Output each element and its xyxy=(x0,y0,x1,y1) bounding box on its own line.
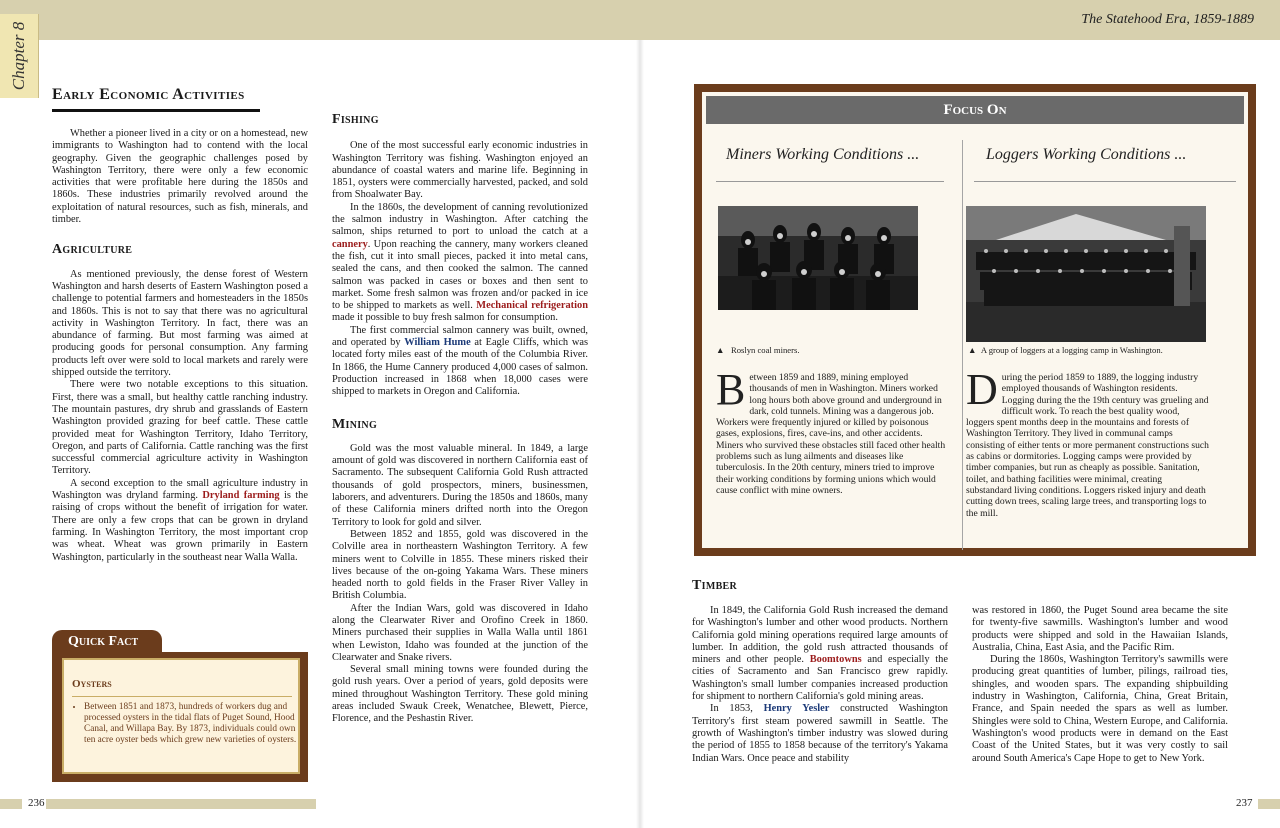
caption-triangle-icon: ▲ xyxy=(716,345,725,355)
timber-p2-part2: was restored in 1860, the Puget Sound area became the site for twenty-five sawmills. Washington's lumber and wood products were shipped and sold in the Hawaiian Islands, Australia, China, East Asia, and the Pacific Rim. xyxy=(972,605,1228,653)
miners-body xyxy=(716,365,948,496)
loggers-body xyxy=(966,365,1210,519)
page-gutter xyxy=(636,40,644,828)
quick-fact-heading: Oysters xyxy=(72,678,112,690)
footer-strip-left-rule xyxy=(46,799,316,809)
quick-fact-bullet: • Between 1851 and 1873, hundreds of workers dug and processed oysters in the tidal flats of Puget Sound, Hood Canal, and Willapa Bay. By 1873, individuals could own ten acre oyster beds which grew new varieties of oysters. xyxy=(84,702,306,746)
footer-strip-right xyxy=(1258,799,1280,809)
loggers-body-text: uring the period 1859 to 1889, the logging industry employed thousands of Washington residents. Logging during the the 19th century was grueling and difficult work. To reach the best quality wood, loggers spent months deep in the mountains and forests of Washington Territory. They lived in communal camps consisting of either tents or more permanent constructions such as cabins or dormitories. Logging camps were provided by timber companies, but run as cheaply as possible. Sanitation, toilet, and bathing facilities were minimal, creating substandard living conditions. Loggers risked injury and death cutting down trees, scaling large trees, and transporting logs to the mill. xyxy=(966,372,1209,519)
name-william-hume: William Hume xyxy=(404,337,471,349)
quick-fact-tab: Quick Fact xyxy=(52,630,162,654)
text-run: at Eagle Cliffs, which was located forty miles east of the mouth of the Columbia River. In 1866, the Hume Cannery produced 4,000 cases of salmon. Production increased in 1868 when 18,000 cases were shipped to markets in Oregon and California. xyxy=(332,337,588,398)
title-underline xyxy=(52,109,260,112)
quick-fact-box xyxy=(52,630,308,782)
middle-column xyxy=(332,114,588,726)
term-mechanical-refrigeration: Mechanical refrigeration xyxy=(476,300,588,312)
miners-dropcap: B xyxy=(716,365,746,414)
mining-p1: Gold was the most valuable mineral. In 1849, a large amount of gold was discovered in northern California east of Sacramento. The subsequent California Gold Rush attracted thousands of gold prospectors, miners, businessmen, laborers, and adventurers. During the 1850s and 1860s, many of these California miners drifted north into the Oregon Territory to look for gold and silver. xyxy=(332,442,588,528)
text-run: . Upon reaching the cannery, many workers cleaned the fish, cut it into small pieces, packed it into metal cans, sealed the cans, and then cooked the salmon. The canned salmon was packed in cases or boxes and then sent to market. Some fresh salmon was frozen and/or packed in ice to be shipped to markets as well. xyxy=(332,238,588,312)
left-column xyxy=(52,128,308,564)
focus-on-inner xyxy=(702,92,1248,548)
heading-mining: Mining xyxy=(332,416,378,432)
heading-fishing: Fishing xyxy=(332,112,379,127)
mining-p2: Between 1852 and 1855, gold was discovered in the Colville area in northeastern Washington Territory. A few miners went to Colville in 1855. These miners risked their lives because of the on-going Yakama Wars. These miners headed north to gold fields in the Fraser River Valley in British Columbia. xyxy=(332,528,588,602)
mining-p4: Several small mining towns were founded during the gold rush years. Over a period of years, gold deposits were mined throughout Washington Territory. These gold mining areas included Swauk Creek, Wenatchee, Blewett, Pierce, Florence, and the Peshastin River. xyxy=(332,664,588,725)
text-run: The first commercial salmon cannery was built, owned, and operated by xyxy=(332,324,588,349)
quick-fact-list xyxy=(70,702,306,746)
header-bar xyxy=(0,0,1280,40)
text-run: In 1853, xyxy=(710,703,764,715)
miners-rule xyxy=(716,181,944,182)
agriculture-p2: There were two notable exceptions to this situation. First, there was a small, but healthy cattle ranching industry. The mountain pastures, dry shrub and grasslands of Eastern Washington provided grazing for beef cattle. These cattle provided meat for Washington Territory, Idaho Territory, Oregon, and parts of California. Cattle ranching was the first successful commercial agriculture activity in Washington Territory. xyxy=(52,379,308,477)
timber-p1 xyxy=(692,605,948,703)
miners-caption xyxy=(716,345,799,355)
text-run: In the 1860s, the development of canning revolutionized the salmon industry in Washington. After catching the salmon, ships returned to port to unload the catch at a xyxy=(332,201,588,238)
focus-on-box xyxy=(694,84,1256,556)
text-run: made it possible to buy fresh salmon for consumption. xyxy=(332,312,558,324)
chapter-tab xyxy=(0,14,39,98)
standing-logger xyxy=(1174,226,1190,306)
loggers-dropcap: D xyxy=(966,365,998,414)
page-number-right: 237 xyxy=(1236,797,1253,809)
text-run: constructed Washington Territory's first steam powered sawmill in Seattle. The growth of Washington's timber industry was slowed during the period of 1855 to 1858 because of the territory's Yakama Indian Wars. Once peace and stability xyxy=(692,703,948,764)
fishing-p1: One of the most successful early economic industries in Washington Territory was fishing. Washington enjoyed an abundance of coastal waters and marine life. Beginning in 1851, oysters were commercially harvested, packed, and sold from Shoalwater Bay. xyxy=(332,140,588,201)
mining-p3: After the Indian Wars, gold was discovered in Idaho along the Clearwater River and Orofino Creek in 1860. Miners purchased their supplies in Walla Walla until 1861 when Lewiston, Idaho was founded at the junction of the Clearwater and Snake rivers. xyxy=(332,602,588,663)
text-run: In 1849, the California Gold Rush increased the demand for Washington's lumber and other wood products. Northern California gold mining operations required large amounts of lumber. In addition, the gold rush attracted thousands of miners and other people. xyxy=(692,605,948,666)
miners-caption-text: Roslyn coal miners. xyxy=(730,345,800,355)
loggers-photo xyxy=(966,206,1206,342)
term-dryland-farming: Dryland farming xyxy=(202,490,280,502)
caption-triangle-icon: ▲ xyxy=(968,345,977,355)
footer-strip-left xyxy=(0,799,22,809)
timber-column-1 xyxy=(692,605,948,765)
photo-ground xyxy=(966,302,1206,342)
name-henry-yesler: Henry Yesler xyxy=(763,703,830,715)
fishing-p3 xyxy=(332,325,588,399)
loggers-heading: Loggers Working Conditions ... xyxy=(986,146,1187,163)
miners-heading: Miners Working Conditions ... xyxy=(726,146,920,163)
text-run: is the raising of crops without the benefit of irrigation for water. There are only a few crops that can be grown in dryland farming. In Washington Territory, the most important crop was wheat. Wheat was grown primarily in Eastern Washington, particularly in the southeast near Walla Walla. xyxy=(52,490,308,563)
running-title: The Statehood Era, 1859-1889 xyxy=(1081,12,1254,27)
section-title-early-economic: Early Economic Activities xyxy=(52,86,245,103)
focus-divider xyxy=(962,140,963,550)
chapter-label: Chapter 8 xyxy=(9,21,28,91)
miners-photo xyxy=(718,206,918,310)
loggers-figures xyxy=(976,252,1196,306)
loggers-rule xyxy=(974,181,1236,182)
agriculture-p1: As mentioned previously, the dense forest of Western Washington and harsh deserts of Eastern Washington posed a challenge to potential farmers and homesteaders in the 1850s and 1860s. This is not to say that there was no agricultural activity in Washington Territory. In fact, there was an abundance of farming. But most farming was aimed at producing goods for personal consumption. Any farming products left over were sold to local markets and rarely were shipped outside the territory. xyxy=(52,268,308,379)
heading-agriculture: Agriculture xyxy=(52,242,133,258)
timber-p2-part1 xyxy=(692,703,948,764)
heading-timber: Timber xyxy=(692,578,738,593)
agriculture-p3 xyxy=(52,478,308,564)
loggers-caption xyxy=(968,345,1163,355)
term-boomtowns: Boomtowns xyxy=(809,654,862,666)
term-cannery: cannery xyxy=(332,238,368,250)
intro-paragraph: Whether a pioneer lived in a city or on a homestead, new immigrants to Washington had to contend with the local geography. Given the geographic challenges posed by Washington Territory, there were only a few economic activities that were profitable here during the 1850s and 1860s. These industries primarily revolved around the exploitation of natural resources, such as fish, minerals, and timber. xyxy=(52,128,308,226)
page-number-left: 236 xyxy=(28,797,45,809)
loggers-caption-text: A group of loggers at a logging camp in Washington. xyxy=(980,345,1163,355)
quick-fact-frame xyxy=(52,652,308,782)
miners-body-text: etween 1859 and 1889, mining employed thousands of men in Washington. Miners worked long hours both above ground and underground in dark, cold tunnels. Mining was a dangerous job. Workers were frequently injured or killed by poisonous gases, explosions, fires, cave-ins, and other accidents. Miners who survived these obstacles still faced other health problems such as lung ailments and diseases like tuberculosis. In the 20th century, miners tried to improve their working conditions by forming unions which would cause conflict with mine owners. xyxy=(716,372,946,496)
timber-column-2 xyxy=(972,605,1228,765)
text-run: and especially the cities of Sacramento and San Francisco grew rapidly. Washington's small lumber companies increased production for shipment to northern California's gold mining areas. xyxy=(692,654,948,703)
quick-fact-inner xyxy=(62,658,300,774)
text-run: A second exception to the small agriculture industry in Washington was dryland farming. xyxy=(52,477,308,502)
quick-fact-rule xyxy=(72,696,292,697)
focus-on-title: Focus On xyxy=(706,96,1244,124)
timber-p3: During the 1860s, Washington Territory's sawmills were producing great quantities of lumber, pilings, railroad ties, shingles, and wooden spars. The expanding shipbuilding industry in Washington, California, China, Great Britain, France, and Spain needed the spars as well as lumber. Shingles were sold to China, Western Europe, and California. Washington's wood products were in demand on the East Coast of the United States, but it was very costly to sail around South America's Cape Hope to get to New York. xyxy=(972,654,1228,764)
fishing-p2 xyxy=(332,202,588,325)
